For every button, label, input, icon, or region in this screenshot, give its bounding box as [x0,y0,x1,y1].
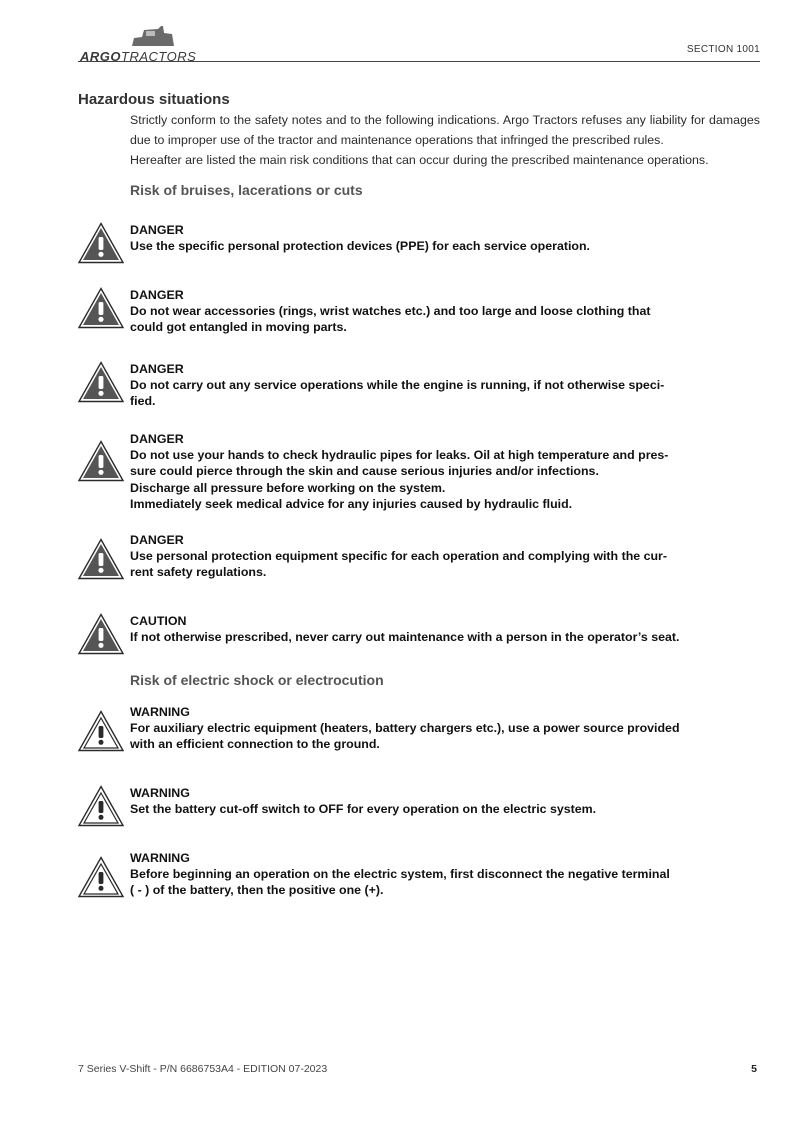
warning-triangle-icon [78,440,124,482]
warning-triangle-icon [78,856,124,898]
tractor-silhouette-icon [128,24,176,48]
page-title: Hazardous situations [78,91,230,108]
notice-line: could got entangled in moving parts. [130,320,347,335]
notice-line: Use personal protection equipment specific for each operation and complying with the cur- [130,549,668,564]
notice-line: Do not use your hands to check hydraulic pipes for leaks. Oil at high temperature and pres- [130,448,669,463]
header-divider [78,61,760,62]
page-header [78,22,760,64]
notice-line: ( - ) of the battery, then the positive one (+). [130,883,384,898]
logo-bold-text: ARGO [80,49,121,64]
notice-line: Before beginning an operation on the electric system, first disconnect the negative terminal [130,867,670,882]
warning-triangle-icon [78,361,124,403]
intro-paragraph: Hereafter are listed the main risk conditions that can occur during the prescribed maintenance operations. [130,153,709,167]
notice-line: For auxiliary electric equipment (heaters, battery chargers etc.), use a power source provided [130,721,680,736]
notice-line: rent safety regulations. [130,565,267,580]
warning-triangle-icon [78,785,124,827]
footer-edition: 7 Series V-Shift - P/N 6686753A4 - EDITION 07-2023 [78,1063,328,1075]
notice-line: Do not carry out any service operations while the engine is running, if not otherwise speci- [130,378,665,393]
intro-paragraph: Strictly conform to the safety notes and to the following indications. Argo Tractors refuses any liability for damages due to improper use of the tractor and maintenance operations that infringed the prescribed rules. [130,113,760,147]
notice-line: sure could pierce through the skin and cause serious injuries and/or infections. [130,464,599,479]
notice-label: DANGER [130,533,184,547]
intro-text [130,110,760,170]
subheading-electric: Risk of electric shock or electrocution [130,672,384,688]
notice-label: WARNING [130,851,190,865]
notice-label: DANGER [130,223,184,237]
notice-line: Do not wear accessories (rings, wrist watches etc.) and too large and loose clothing that [130,304,651,319]
warning-triangle-icon [78,710,124,752]
argo-tractors-logo [78,22,198,64]
notice-line: Immediately seek medical advice for any injuries caused by hydraulic fluid. [130,496,573,511]
warning-triangle-icon [78,613,124,655]
subheading-bruises: Risk of bruises, lacerations or cuts [130,182,363,198]
notice-label: DANGER [130,288,184,302]
notice-line: Set the battery cut-off switch to OFF for every operation on the electric system. [130,802,597,817]
notice-label: WARNING [130,705,190,719]
section-label: SECTION 1001 [686,44,760,55]
notice-line: Use the specific personal protection devices (PPE) for each service operation. [130,239,590,254]
warning-triangle-icon [78,287,124,329]
warning-triangle-icon [78,222,124,264]
warning-triangle-icon [78,538,124,580]
notice-label: DANGER [130,362,184,376]
logo-light-text: TRACTORS [121,49,197,64]
page-number: 5 [751,1063,757,1075]
notice-line: fied. [130,394,156,409]
notice-line: If not otherwise prescribed, never carry out maintenance with a person in the operator’s seat. [130,630,680,645]
notice-label: CAUTION [130,614,187,628]
notice-label: WARNING [130,786,190,800]
notice-label: DANGER [130,432,184,446]
notice-line: Discharge all pressure before working on the system. [130,480,446,495]
notice-line: with an efficient connection to the ground. [130,737,380,752]
